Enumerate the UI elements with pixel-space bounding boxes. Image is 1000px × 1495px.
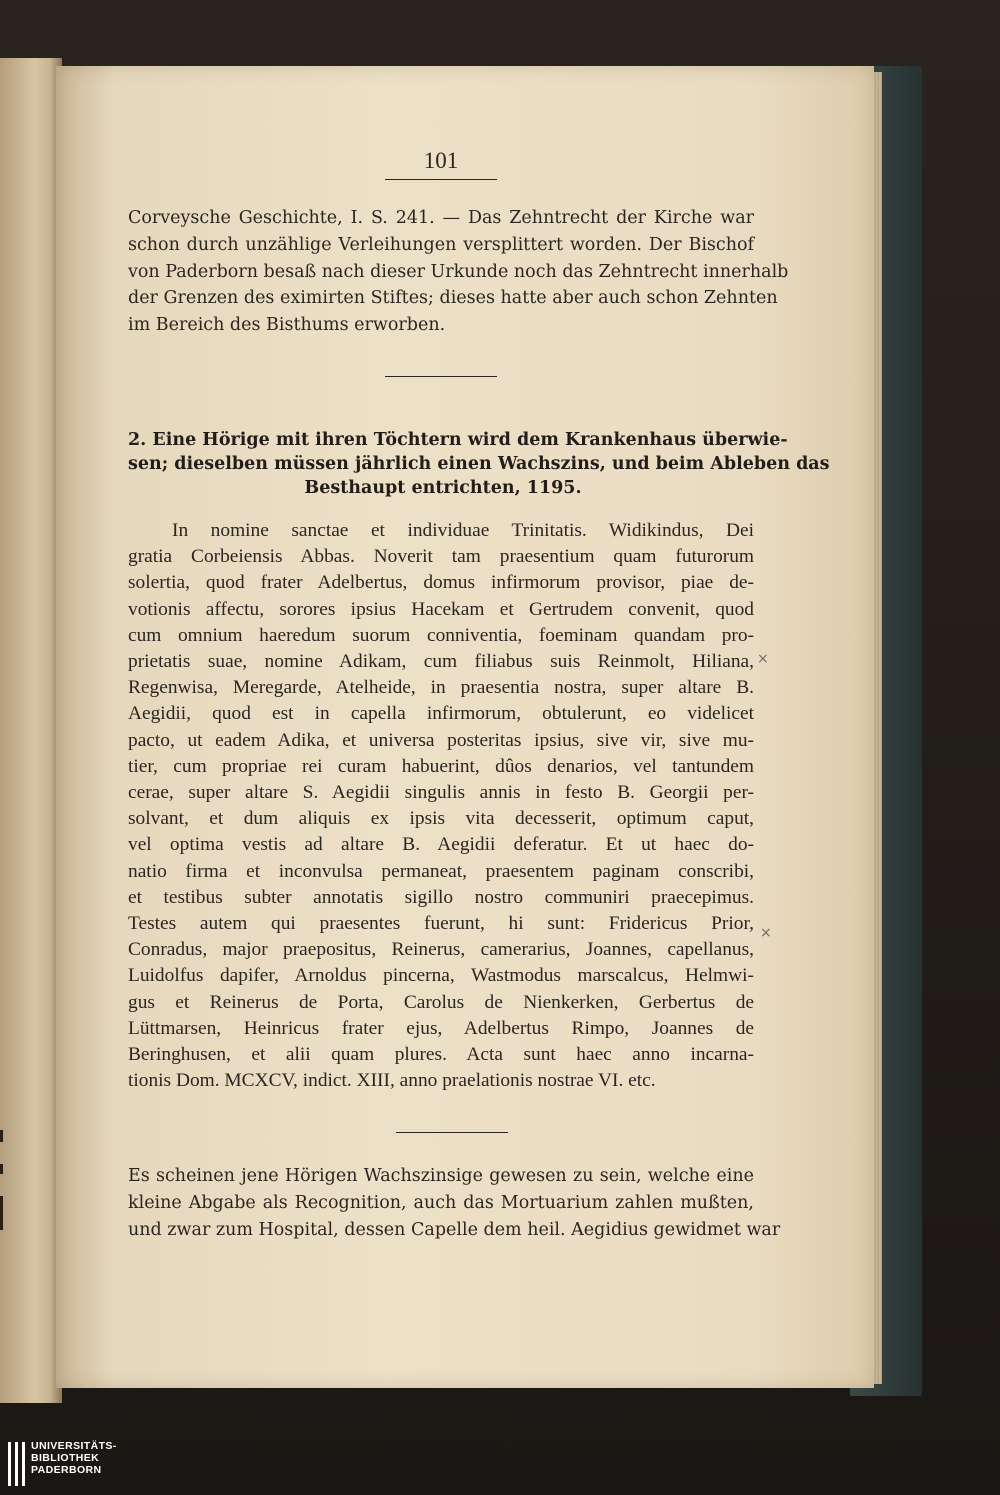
text-line: kleine Abgabe als Recognition, auch das Mortuarium zahlen mußten, [128, 1192, 754, 1213]
logo-line: BIBLIOTHEK [31, 1452, 100, 1464]
text-line: schon durch unzählige Verleihungen versplittert worden. Der Bischof [128, 234, 754, 255]
heading-line: Besthaupt entrichten, 1195. [304, 478, 582, 498]
heading-line: 2. Eine Hörige mit ihren Töchtern wird dem Krankenhaus überwie- [128, 430, 788, 450]
closing-paragraph [128, 1163, 781, 1243]
text-line: Luidolfus dapifer, Arnoldus pincerna, Wastmodus marscalcus, Helmwi- [128, 965, 754, 987]
latin-charter-text [128, 518, 754, 1094]
text-line: Testes autem qui praesentes fuerunt, hi sunt: Fridericus Prior, [128, 913, 754, 935]
text-line: der Grenzen des eximirten Stiftes; dieses hatte aber auch schon Zehnten [128, 288, 778, 309]
section-divider [385, 376, 497, 377]
text-line: Lüttmarsen, Heinricus frater ejus, Adelbertus Rimpo, Joannes de [128, 1017, 754, 1039]
left-page-marks [0, 1130, 10, 1250]
text-line: gratia Corbeiensis Abbas. Noverit tam praesentium quam futurorum [128, 546, 754, 568]
text-line: Aegidii, quod est in capella infirmorum, obtulerunt, eo videlicet [128, 703, 754, 725]
text-line: und zwar zum Hospital, dessen Capelle dem heil. Aegidius gewidmet war [128, 1219, 781, 1240]
text-line: natio firma et inconvulsa permaneat, praesentem paginam conscribi, [128, 860, 754, 882]
heading-line: sen; dieselben müssen jährlich einen Wachszins, und beim Ableben das [128, 454, 830, 474]
page-number: 101 [423, 148, 459, 173]
section-heading [128, 428, 830, 500]
text-line: tier, cum propriae rei curam habuerint, dûos denarios, vel tantundem [128, 755, 754, 777]
text-line: vel optima vestis ad altare B. Aegidii deferatur. Et ut haec do- [128, 834, 754, 856]
text-line: In nomine sanctae et individuae Trinitatis. Widikindus, Dei [172, 520, 754, 541]
text-line: Beringhusen, et alii quam plures. Acta sunt haec anno incarna- [128, 1044, 754, 1066]
intro-paragraph [128, 205, 789, 339]
text-line: tionis Dom. MCXCV, indict. XIII, anno praelationis nostrae VI. etc. [128, 1070, 656, 1092]
text-line: im Bereich des Bisthums erworben. [128, 315, 446, 336]
text-line: solertia, quod frater Adelbertus, domus infirmorum provisor, piae de- [128, 572, 754, 594]
library-logo-text [31, 1440, 117, 1476]
margin-pencil-mark: × [757, 651, 769, 667]
library-logo-icon [8, 1442, 25, 1486]
library-logo [8, 1440, 117, 1486]
logo-line: PADERBORN [31, 1464, 102, 1476]
text-line: Regenwisa, Meregarde, Atelheide, in praesentia nostra, super altare B. [128, 677, 754, 699]
text-line: et testibus subter annotatis sigillo nostro communiri praecepimus. [128, 886, 754, 908]
text-line: pacto, ut eadem Adika, et universa posteritas ipsius, sive vir, sive mu- [128, 729, 754, 751]
page-number-rule [385, 179, 497, 180]
logo-line: UNIVERSITÄTS- [31, 1440, 117, 1452]
text-line: von Paderborn besaß nach dieser Urkunde noch das Zehntrecht innerhalb [128, 261, 789, 282]
text-line: Es scheinen jene Hörigen Wachszinsige gewesen zu sein, welche eine [128, 1166, 754, 1186]
text-line: Corveysche Geschichte, I. S. 241. — Das Zehntrecht der Kirche war [128, 208, 754, 228]
text-line: gus et Reinerus de Porta, Carolus de Nienkerken, Gerbertus de [128, 991, 754, 1013]
text-line: Conradus, major praepositus, Reinerus, camerarius, Joannes, capellanus, [128, 939, 754, 961]
text-line: solvant, et dum aliquis ex ipsis vita decesserit, optimum caput, [128, 808, 754, 830]
text-line: prietatis suae, nomine Adikam, cum filiabus suis Reinmolt, Hiliana, [128, 651, 754, 673]
text-line: votionis affectu, sorores ipsius Hacekam et Gertrudem convenit, quod [128, 598, 754, 620]
text-line: cerae, super altare S. Aegidii singulis annis in festo B. Georgii per- [128, 782, 754, 804]
margin-pencil-mark: × [760, 925, 772, 941]
text-line: cum omnium haeredum suorum conniventia, foeminam quandam pro- [128, 624, 754, 646]
section-divider [396, 1132, 508, 1133]
